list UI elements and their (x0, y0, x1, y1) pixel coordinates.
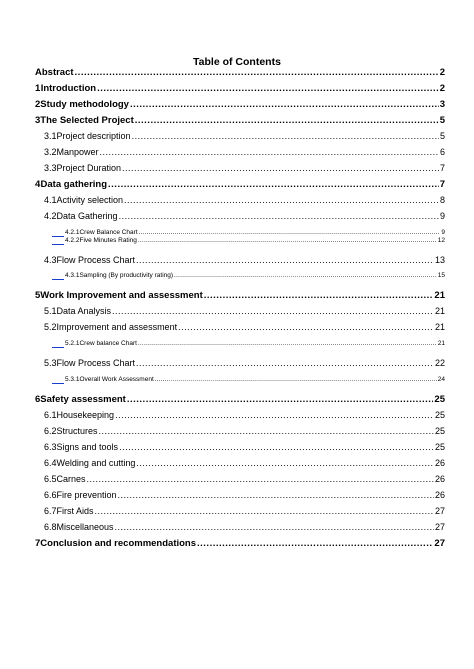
toc-entry-text: Overall Work Assessment (79, 376, 154, 383)
toc-entry-number: 6.5 (44, 474, 57, 484)
toc-leader-dots (108, 179, 439, 190)
toc-entry-number: 6.8 (44, 522, 57, 532)
toc-leader-dots (75, 67, 439, 78)
toc-entry-page: 12 (437, 237, 445, 244)
toc-entry-3-3[interactable] (44, 162, 445, 174)
toc-entry-text: Welding and cutting (56, 458, 136, 468)
toc-entry-text: Miscellaneous (56, 522, 114, 532)
toc-leader-dots (115, 410, 434, 421)
toc-entry-number: 6.1 (44, 410, 57, 420)
toc-entry-page: 15 (437, 272, 445, 279)
toc-entry-text: Sampling (By productivity rating) (79, 272, 174, 279)
toc-entry-page: 27 (434, 538, 445, 549)
toc-leader-dots (138, 235, 437, 246)
toc-entry-number (52, 374, 79, 385)
toc-leader-dots (204, 290, 434, 301)
toc-entry-5-1[interactable] (44, 305, 445, 317)
toc-entry-page: 7 (439, 163, 445, 173)
toc-leader-dots (135, 115, 439, 126)
toc-entry-number: 4.2 (44, 211, 57, 221)
toc-entry-4-3-1[interactable] (52, 269, 445, 281)
toc-leader-dots (99, 426, 434, 437)
toc-leader-dots (124, 195, 439, 206)
toc-entry-page: 8 (439, 195, 445, 205)
toc-leader-dots (100, 147, 439, 158)
toc-leader-dots (136, 255, 434, 266)
toc-entry-6-4[interactable] (44, 457, 445, 469)
toc-entry-5-2-1[interactable] (52, 337, 445, 349)
toc-entry-text: Fire prevention (56, 490, 117, 500)
toc-leader-dots (136, 458, 434, 469)
toc-entry-page: 9 (439, 211, 445, 221)
toc-entry-page: 21 (434, 290, 445, 301)
toc-entry-2[interactable] (35, 98, 445, 110)
toc-entry-number: 3.3 (44, 163, 57, 173)
toc-entry-number-text: 4.2.1 (65, 229, 80, 236)
toc-entry-3-2[interactable] (44, 146, 445, 158)
toc-entry-6-1[interactable] (44, 409, 445, 421)
toc-entry-text: Housekeeping (56, 410, 115, 420)
toc-entry-page: 13 (434, 255, 445, 265)
toc-entry-6-7[interactable] (44, 505, 445, 517)
toc-leader-dots (87, 474, 434, 485)
toc-entry-text: Structures (56, 426, 98, 436)
toc-leader-dots (130, 99, 439, 110)
toc-leader-dots (127, 394, 434, 405)
toc-entry-4-2[interactable] (44, 210, 445, 222)
toc-entry-6-2[interactable] (44, 425, 445, 437)
toc-entry-text: Conclusion and recommendations (40, 538, 197, 549)
toc-entry-number: 5.1 (44, 306, 57, 316)
toc-entry-abstract[interactable] (35, 66, 445, 78)
toc-leader-dots (115, 522, 434, 533)
toc-entry-1[interactable] (35, 82, 445, 94)
toc-entry-text: Work Improvement and assessment (40, 290, 203, 301)
toc-entry-text: Flow Process Chart (56, 255, 136, 265)
toc-entry-page: 25 (434, 410, 445, 420)
toc-entry-number: 1 (35, 83, 41, 94)
toc-entry-number-text: 4.2.2 (65, 237, 80, 244)
toc-leader-dots (119, 211, 439, 222)
toc-entry-text: Crew balance Chart (79, 340, 137, 347)
toc-entry-page: 5 (439, 131, 445, 141)
toc-entry-number-text: 5.2.1 (65, 340, 80, 347)
toc-leader-dots (118, 490, 434, 501)
toc-leader-dots (197, 538, 433, 549)
toc-leader-dots (97, 83, 439, 94)
toc-entry-text: Activity selection (56, 195, 124, 205)
toc-leader-dots (155, 374, 437, 385)
toc-entry-page: 3 (439, 99, 445, 110)
toc-entry-4-2-2[interactable] (52, 234, 445, 246)
toc-entry-text: Crew Balance Chart (79, 229, 138, 236)
toc-entry-6-3[interactable] (44, 441, 445, 453)
toc-entry-3[interactable] (35, 114, 445, 126)
toc-entry-6-5[interactable] (44, 473, 445, 485)
toc-entry-number: 6.6 (44, 490, 57, 500)
toc-entry-number (52, 338, 79, 349)
toc-entry-page: 27 (434, 522, 445, 532)
toc-entry-page: 21 (434, 306, 445, 316)
toc-entry-text: Signs and tools (56, 442, 119, 452)
toc-entry-4[interactable] (35, 178, 445, 190)
toc-entry-3-1[interactable] (44, 130, 445, 142)
toc-entry-4-1[interactable] (44, 194, 445, 206)
toc-entry-page: 21 (434, 322, 445, 332)
toc-entry-page: 22 (434, 358, 445, 368)
toc-entry-number: 6 (35, 394, 41, 405)
toc-entry-number: 4 (35, 179, 41, 190)
toc-title: Table of Contents (193, 56, 281, 68)
toc-entry-text: Safety assessment (40, 394, 126, 405)
toc-entry-number: 4.1 (44, 195, 57, 205)
toc-leader-dots (112, 306, 434, 317)
toc-entry-text: Five Minutes Rating (79, 237, 137, 244)
toc-entry-number: 3 (35, 115, 41, 126)
toc-entry-text: Carnes (56, 474, 86, 484)
toc-entry-number (52, 235, 79, 246)
toc-entry-6[interactable] (35, 393, 445, 405)
toc-entry-text: Abstract (35, 67, 74, 78)
toc-entry-text: Introduction (40, 83, 97, 94)
toc-leader-dots (122, 163, 439, 174)
toc-entry-number-text: 5.3.1 (65, 376, 80, 383)
toc-entry-number: 6.3 (44, 442, 57, 452)
toc-entry-number: 6.2 (44, 426, 57, 436)
toc-entry-page: 26 (434, 458, 445, 468)
toc-entry-7[interactable] (35, 537, 445, 549)
toc-entry-text: Data Analysis (56, 306, 112, 316)
toc-entry-number-text: 4.3.1 (65, 272, 80, 279)
toc-entry-6-8[interactable] (44, 521, 445, 533)
toc-entry-number (52, 270, 79, 281)
toc-leader-dots (174, 270, 437, 281)
toc-entry-page: 26 (434, 490, 445, 500)
toc-leader-dots (132, 131, 439, 142)
toc-entry-5-3-1[interactable] (52, 373, 445, 385)
toc-entry-page: 21 (437, 340, 445, 347)
toc-entry-page: 25 (434, 442, 445, 452)
toc-leader-dots (119, 442, 434, 453)
toc-entry-number: 5 (35, 290, 41, 301)
toc-entry-number: 3.1 (44, 131, 57, 141)
toc-leader-dots (138, 338, 437, 349)
toc-entry-page: 2 (439, 67, 445, 78)
toc-entry-text: Flow Process Chart (56, 358, 136, 368)
toc-entry-page: 5 (439, 115, 445, 126)
toc-entry-text: Project Duration (56, 163, 122, 173)
toc-entry-text: Data Gathering (56, 211, 118, 221)
toc-entry-number: 6.4 (44, 458, 57, 468)
toc-entry-page: 26 (434, 474, 445, 484)
toc-entry-number: 2 (35, 99, 41, 110)
toc-entry-5-3[interactable] (44, 357, 445, 369)
toc-entry-text: The Selected Project (40, 115, 134, 126)
toc-entry-page: 25 (434, 426, 445, 436)
toc-entry-text: Manpower (56, 147, 99, 157)
toc-entry-text: Study methodology (40, 99, 129, 110)
toc-entry-5-2[interactable] (44, 321, 445, 333)
toc-entry-number: 7 (35, 538, 41, 549)
toc-entry-6-6[interactable] (44, 489, 445, 501)
toc-entry-page: 7 (439, 179, 445, 190)
toc-entry-page: 27 (434, 506, 445, 516)
toc-entry-number: 4.3 (44, 255, 57, 265)
toc-entry-5[interactable] (35, 289, 445, 301)
toc-entry-4-3[interactable] (44, 254, 445, 266)
toc-entry-number: 5.3 (44, 358, 57, 368)
toc-entry-text: Project description (56, 131, 131, 141)
toc-entry-page: 6 (439, 147, 445, 157)
toc-entry-page: 24 (437, 376, 445, 383)
toc-entry-text: Improvement and assessment (56, 322, 178, 332)
toc-entry-text: Data gathering (40, 179, 108, 190)
toc-entry-number: 3.2 (44, 147, 57, 157)
toc-entry-number: 5.2 (44, 322, 57, 332)
toc-leader-dots (95, 506, 434, 517)
toc-entry-page: 25 (434, 394, 445, 405)
toc-entry-page: 2 (439, 83, 445, 94)
toc-leader-dots (178, 322, 434, 333)
toc-entry-number: 6.7 (44, 506, 57, 516)
toc-leader-dots (136, 358, 434, 369)
toc-entry-page: 9 (441, 229, 445, 236)
toc-entry-text: First Aids (56, 506, 94, 516)
